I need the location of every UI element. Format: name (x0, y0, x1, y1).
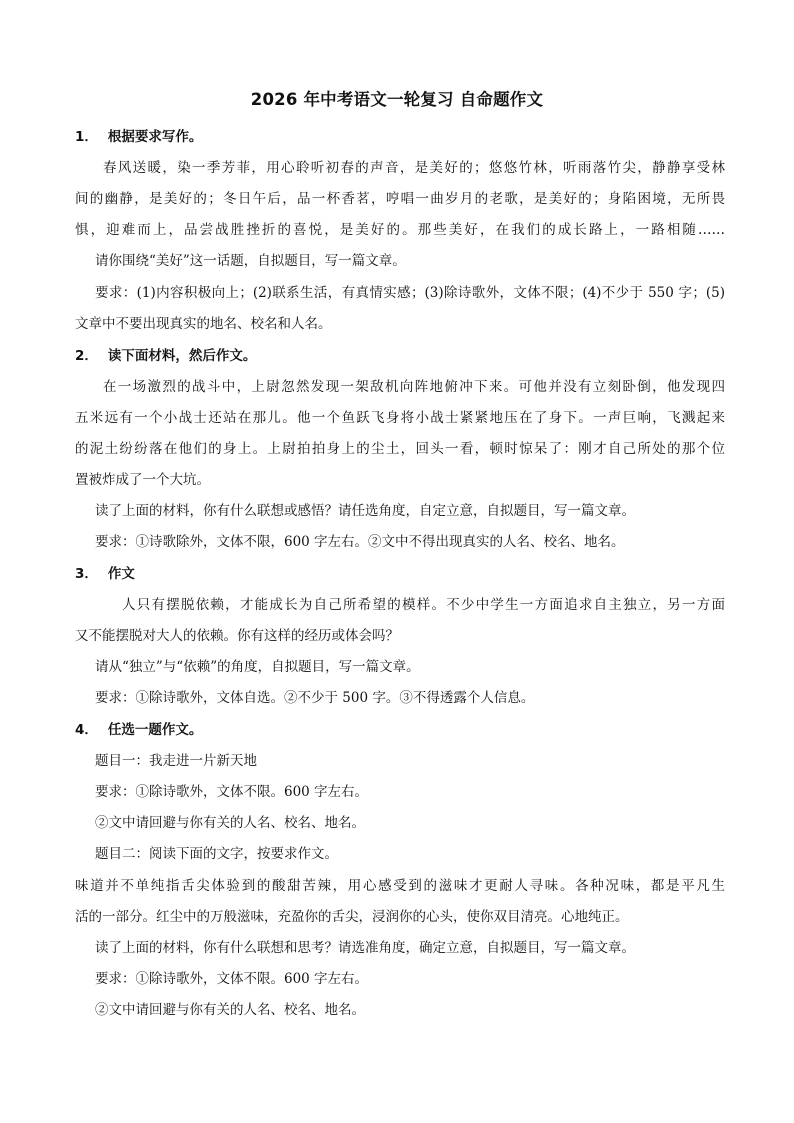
requirement-text: 要求：①除诗歌外，文体不限。600 字左右。 (95, 971, 369, 987)
question-number: 3． (75, 566, 98, 582)
paragraph-line: 惧，迎难而上，品尝战胜挫折的喜悦，是美好的。那些美好，在我们的成长路上，一路相随…… (75, 222, 725, 238)
instruction-text: 读了上面的材料，你有什么联想和思考？请选准角度，确定立意，自拟题目，写一篇文章。 (95, 940, 635, 956)
paragraph-line: 的泥土纷纷落在他们的身上。上尉拍拍身上的尘土，回头一看，顿时惊呆了：刚才自己所处的那个位 (75, 441, 725, 457)
requirement-text: 要求：①诗歌除外，文体不限，600 字左右。②文中不得出现真实的人名、校名、地名。 (95, 534, 625, 550)
paragraph-line: 味道并不单纯指舌尖体验到的酸甜苦辣，用心感受到的滋味才更耐人寻味。各种况味，都是平凡生 (75, 878, 725, 894)
instruction-text: 读了上面的材料，你有什么联想或感悟？请任选角度，自定立意，自拟题目，写一篇文章。 (95, 503, 635, 519)
paragraph-line: 间的幽静，是美好的；冬日午后，品一杯香茗，哼唱一曲岁月的老歌，是美好的；身陷困境，无所畏 (75, 191, 725, 207)
instruction-text: 请你围绕“美好”这一话题，自拟题目，写一篇文章。 (95, 253, 406, 269)
requirement-text: 要求：①除诗歌外，文体不限。600 字左右。 (95, 784, 369, 800)
requirement-text: 要求：(1)内容积极向上；(2)联系生活，有真情实感；(3)除诗歌外，文体不限；(4)不少于 550 字；(5) (95, 285, 725, 301)
requirement-text: ②文中请回避与你有关的人名、校名、地名。 (95, 1002, 365, 1018)
question-1-heading (75, 125, 725, 145)
paragraph-line: 春风送暖，染一季芳菲，用心聆听初春的声音，是美好的；悠悠竹林，听雨落竹尖，静静享受林 (103, 160, 725, 176)
instruction-text: 请从“独立”与“依赖”的角度，自拟题目，写一篇文章。 (95, 659, 420, 675)
question-4-heading (75, 718, 725, 738)
question-heading-text: 作文 (107, 566, 135, 582)
requirement-text: ②文中请回避与你有关的人名、校名、地名。 (95, 815, 365, 831)
requirement-text: 文章中不要出现真实的地名、校名和人名。 (75, 316, 332, 332)
requirement-text: 要求：①除诗歌外，文体自选。②不少于 500 字。③不得透露个人信息。 (95, 690, 535, 706)
question-number: 2． (75, 348, 98, 364)
question-number: 1． (75, 129, 98, 145)
question-3-heading (75, 562, 725, 582)
question-number: 4． (75, 722, 98, 738)
question-heading-text: 任选一题作文。 (107, 722, 203, 738)
topic-2-text: 题目二：阅读下面的文字，按要求作文。 (95, 846, 338, 862)
question-2-heading (75, 344, 725, 364)
question-heading-text: 根据要求写作。 (107, 129, 203, 145)
paragraph-line: 人只有摆脱依赖，才能成长为自己所希望的模样。不少中学生一方面追求自主独立，另一方面 (122, 597, 725, 613)
paragraph-line: 置被炸成了一个大坑。 (75, 472, 210, 488)
paragraph-line: 在一场激烈的战斗中，上尉忽然发现一架敌机向阵地俯冲下来。可他并没有立刻卧倒，他发现四 (103, 379, 725, 395)
question-heading-text: 读下面材料，然后作文。 (107, 348, 257, 364)
document-title: 2026 年中考语文一轮复习 自命题作文 (250, 90, 544, 109)
paragraph-line: 五米远有一个小战士还站在那儿。他一个鱼跃飞身将小战士紧紧地压在了身下。一声巨响，飞溅起来 (75, 410, 725, 426)
topic-1-text: 题目一：我走进一片新天地 (95, 753, 257, 769)
paragraph-line: 活的一部分。红尘中的万般滋味，充盈你的舌尖，浸润你的心头，使你双目清亮。心地纯正。 (75, 909, 629, 925)
paragraph-line: 又不能摆脱对大人的依赖。你有这样的经历或体会吗？ (75, 628, 399, 644)
